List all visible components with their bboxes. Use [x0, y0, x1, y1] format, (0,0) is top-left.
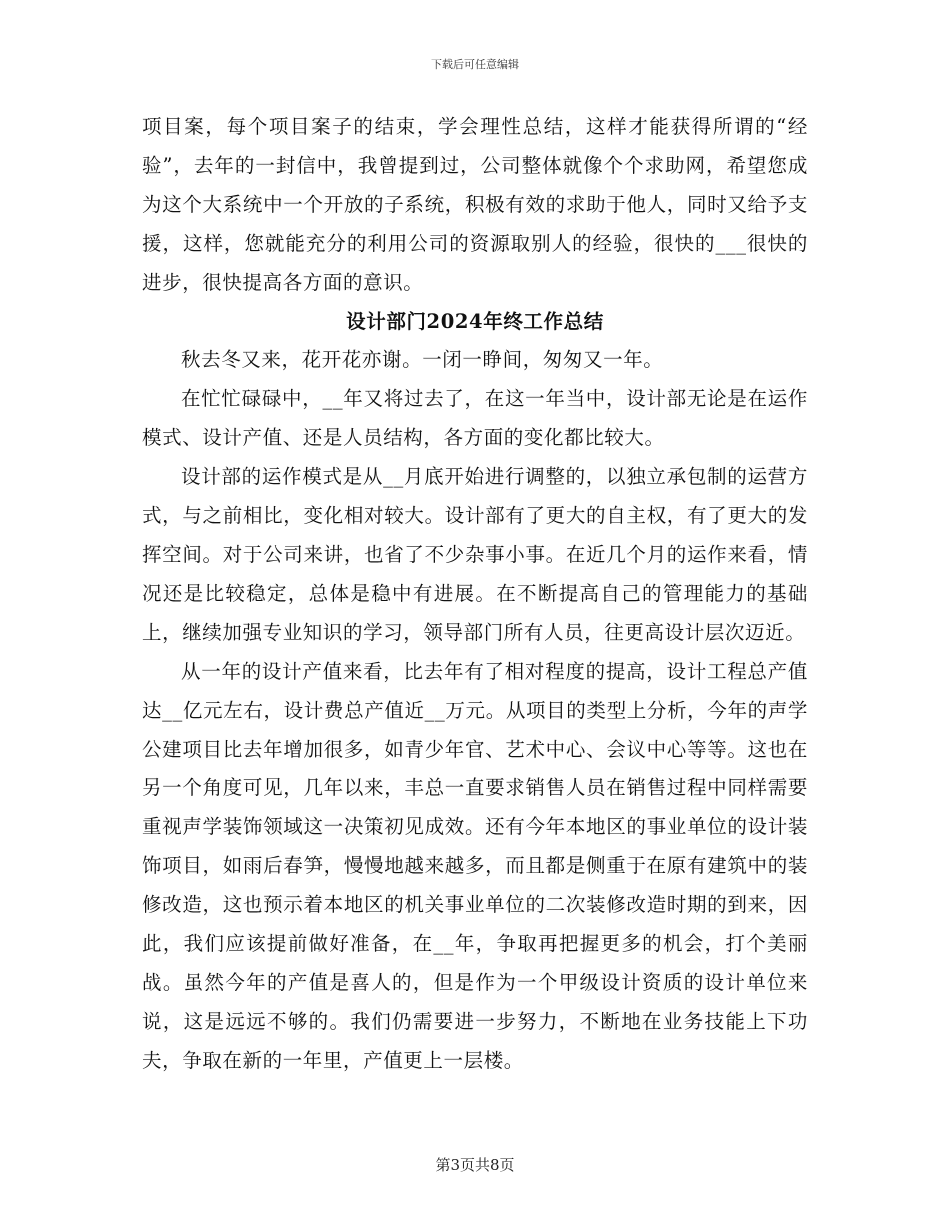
page-number: 第3页共8页	[435, 1156, 515, 1174]
paragraph-2: 在忙忙碌碌中，__年又将过去了，在这一年当中，设计部无论是在运作模式、设计产值、还是人员结构，各方面的变化都比较大。	[142, 387, 808, 450]
section-title: 设计部门2024年终工作总结	[346, 309, 604, 333]
paragraph-1: 秋去冬又来，花开花亦谢。一闭一睁间，匆匆又一年。	[181, 348, 664, 372]
paragraph-3: 设计部的运作模式是从__月底开始进行调整的，以独立承包制的运营方式，与之前相比，变化相对较大。设计部有了更大的自主权，有了更大的发挥空间。对于公司来讲，也省了不少杂事小事。在近几个月的运作来看，情况还是比较稳定，总体是稳中有进展。在不断提高自己的管理能力的基础上，继续加强专业知识的学习，领导部门所有人员，往更高设计层次迈近。	[142, 465, 808, 644]
document-body	[142, 108, 808, 1081]
header-note: 下载后可任意编辑	[431, 58, 519, 71]
continuation-paragraph: 项目案，每个项目案子的结束，学会理性总结，这样才能获得所谓的“经验”，去年的一封信中，我曾提到过，公司整体就像个个求助网，希望您成为这个大系统中一个开放的子系统，积极有效的求助于他人，同时又给予支援，这样，您就能充分的利用公司的资源取别人的经验，很快的___很快的进步，很快提高各方面的意识。	[142, 115, 808, 294]
paragraph-4: 从一年的设计产值来看，比去年有了相对程度的提高，设计工程总产值达__亿元左右，设计费总产值近__万元。从项目的类型上分析，今年的声学公建项目比去年增加很多，如青少年官、艺术中心、会议中心等等。这也在另一个角度可见，几年以来，丰总一直要求销售人员在销售过程中同样需要重视声学装饰领域这一决策初见成效。还有今年本地区的事业单位的设计装饰项目，如雨后春笋，慢慢地越来越多，而且都是侧重于在原有建筑中的装修改造，这也预示着本地区的机关事业单位的二次装修改造时期的到来，因此，我们应该提前做好准备，在__年，争取再把握更多的机会，打个美丽战。虽然今年的产值是喜人的，但是作为一个甲级设计资质的设计单位来说，这是远远不够的。我们仍需要进一步努力，不断地在业务技能上下功夫，争取在新的一年里，产值更上一层楼。	[142, 659, 808, 1072]
